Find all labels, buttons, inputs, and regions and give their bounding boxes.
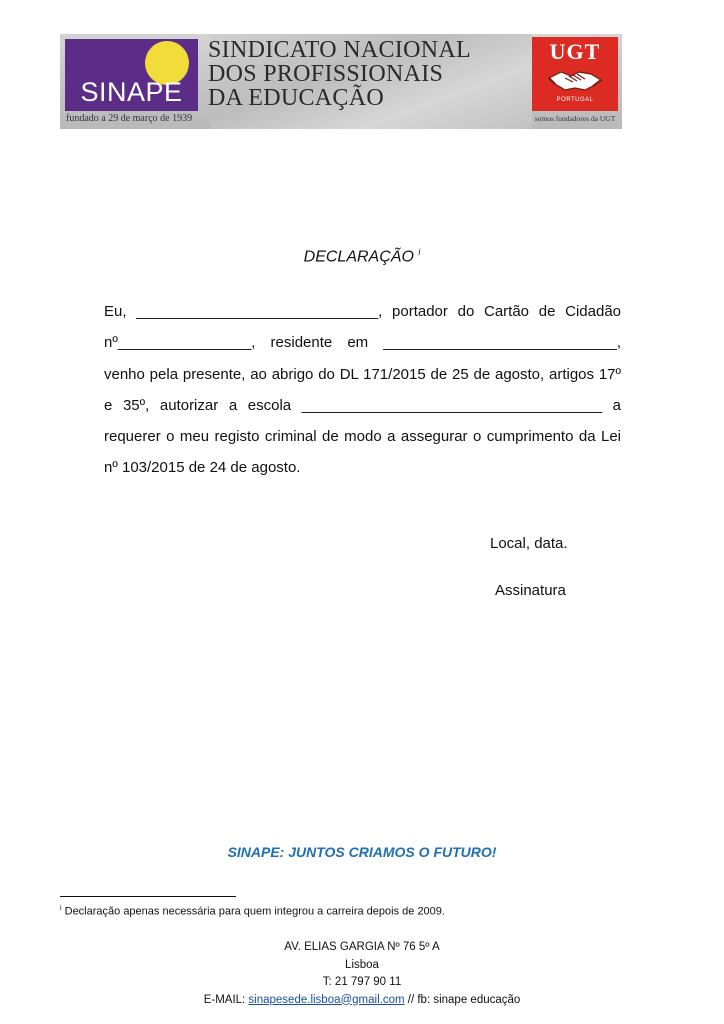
document-title-text: DECLARAÇÃO: [303, 248, 414, 266]
footnote-marker: i: [60, 905, 62, 912]
union-name-line-3: DA EDUCAÇÃO: [208, 85, 384, 111]
handshake-icon: [547, 64, 603, 94]
letterhead-banner: [60, 34, 622, 129]
footnote: [60, 905, 445, 918]
address-contact-line: [0, 992, 724, 1010]
email-link[interactable]: sinapesede.lisboa@gmail.com: [248, 993, 405, 1006]
ugt-country: PORTUGAL: [556, 97, 594, 103]
slogan: SINAPE: JUNTOS CRIAMOS O FUTURO!: [227, 844, 497, 860]
ugt-caption: somos fundadores da UGT: [534, 114, 616, 123]
document-title: [0, 247, 724, 266]
declaration-paragraph: Eu, _____________________________, portador do Cartão de Cidadão nº________________, residente em ____________________________, venho pela presente, ao abrigo do DL 171/2015 de 25 de agosto, artigos 17º e 35º, autorizar a escola ____________________________________ a requerer o meu registo criminal de modo a assegurar o cumprimento da Lei nº 103/2015 de 24 de agosto.: [104, 303, 621, 477]
email-label: E-MAIL:: [203, 993, 249, 1006]
place-date-label: Local, data.: [490, 535, 568, 552]
ugt-logo: [532, 37, 618, 111]
address-footer: [0, 939, 724, 1009]
footnote-divider: [60, 896, 236, 897]
union-name-line-2: DOS PROFISSIONAIS: [208, 61, 444, 87]
ugt-logo-text: UGT: [549, 39, 601, 64]
footnote-marker: i: [418, 247, 421, 257]
address-phone: T: 21 797 90 11: [322, 976, 402, 988]
founded-text: fundado a 29 de março de 1939: [66, 113, 193, 124]
address-city: Lisboa: [345, 958, 379, 971]
footnote-text: Declaração apenas necessária para quem integrou a carreira depois de 2009.: [61, 905, 445, 918]
union-name-line-1: SINDICATO NACIONAL: [208, 37, 471, 63]
signature-label: Assinatura: [495, 582, 566, 599]
union-name: [208, 38, 528, 110]
sinape-logo-text: SINAPE: [80, 77, 183, 107]
sinape-logo: [65, 39, 198, 111]
declaration-body: [104, 296, 621, 484]
social-text: // fb: sinape educação: [404, 993, 521, 1006]
address-street: AV. ELIAS GARGIA Nº 76 5º A: [284, 941, 440, 953]
